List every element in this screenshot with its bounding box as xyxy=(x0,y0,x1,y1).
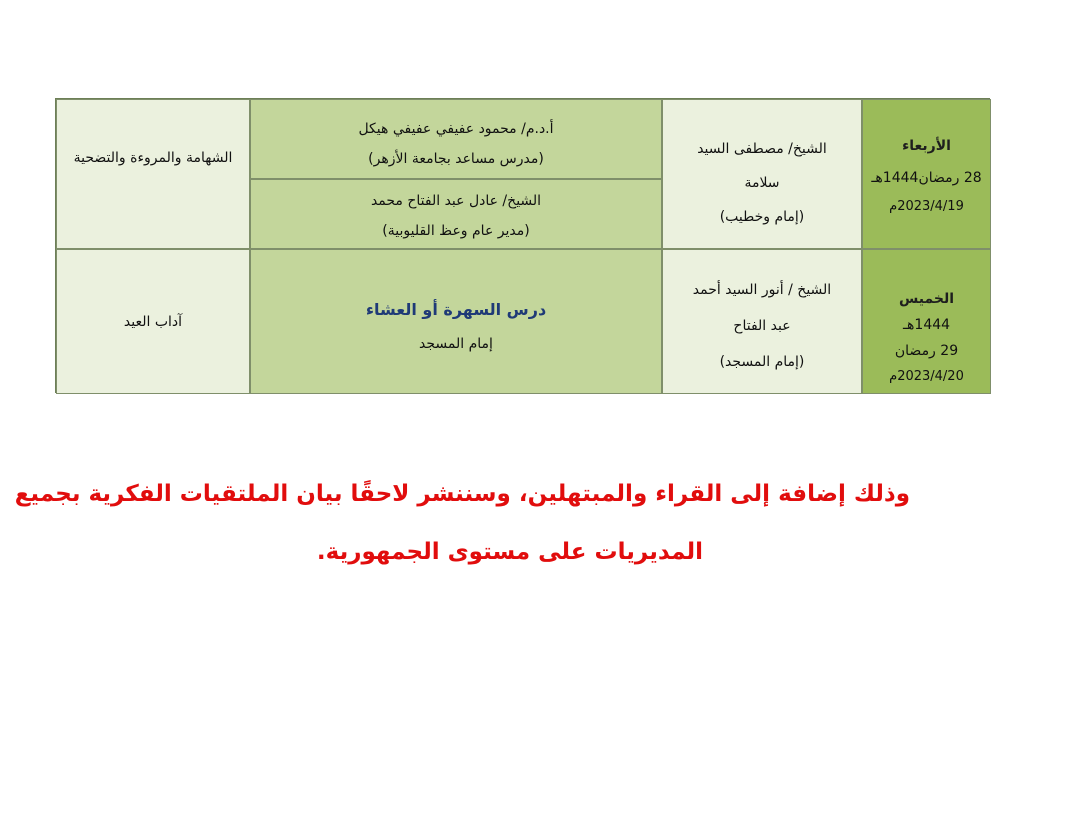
hijri-date: 28 رمضان1444هـ xyxy=(871,169,982,186)
speaker-role: (إمام المسجد) xyxy=(719,354,805,370)
lecturer-role: (مدرس مساعد بجامعة الأزهر) xyxy=(368,151,544,167)
subject-cell-thursday xyxy=(56,249,250,394)
hijri-year: 1444هـ xyxy=(902,317,951,333)
lesson-title: درس السهرة أو العشاء xyxy=(365,300,547,319)
hijri-day: 29 رمضان xyxy=(894,343,959,359)
closing-note xyxy=(14,465,910,581)
day-name: الخميس xyxy=(898,291,955,307)
lecturer-name: أ.د.م/ محمود عفيفي عفيفي هيكل xyxy=(358,121,554,137)
speaker-line-2: سلامة xyxy=(744,175,780,191)
day-cell-thursday xyxy=(862,249,991,394)
subject-text: الشهامة والمروءة والتضحية xyxy=(73,150,233,166)
lesson-by: إمام المسجد xyxy=(419,336,493,352)
lecturer-cell-1 xyxy=(250,99,662,179)
lesson-cell-thursday xyxy=(250,249,662,394)
speaker-line-2: عبد الفتاح xyxy=(733,318,791,334)
subject-cell-wednesday xyxy=(56,99,250,249)
gregorian-date: 2023/4/19م xyxy=(889,199,964,214)
closing-line-2: المديريات على مستوى الجمهورية. xyxy=(316,539,704,565)
speaker-cell-thursday xyxy=(662,249,862,394)
day-name: الأربعاء xyxy=(902,138,951,154)
speaker-line-1: الشيخ/ مصطفى السيد xyxy=(697,141,827,157)
subject-text: آداب العيد xyxy=(123,314,183,330)
gregorian-date: 2023/4/20م xyxy=(889,369,964,384)
lecturer-cell-2 xyxy=(250,179,662,249)
speaker-role: (إمام وخطيب) xyxy=(719,209,805,225)
day-cell-wednesday xyxy=(862,99,991,249)
closing-line-1: وذلك إضافة إلى القراء والمبتهلين، وسننشر لاحقًا بيان الملتقيات الفكرية بجميع xyxy=(14,481,910,507)
lecturer-role: (مدير عام وعظ القليوبية) xyxy=(382,223,530,239)
speaker-cell-wednesday xyxy=(662,99,862,249)
speaker-line-1: الشيخ / أنور السيد أحمد xyxy=(692,282,832,298)
lecturer-name: الشيخ/ عادل عبد الفتاح محمد xyxy=(370,193,542,209)
schedule-table xyxy=(55,98,990,393)
